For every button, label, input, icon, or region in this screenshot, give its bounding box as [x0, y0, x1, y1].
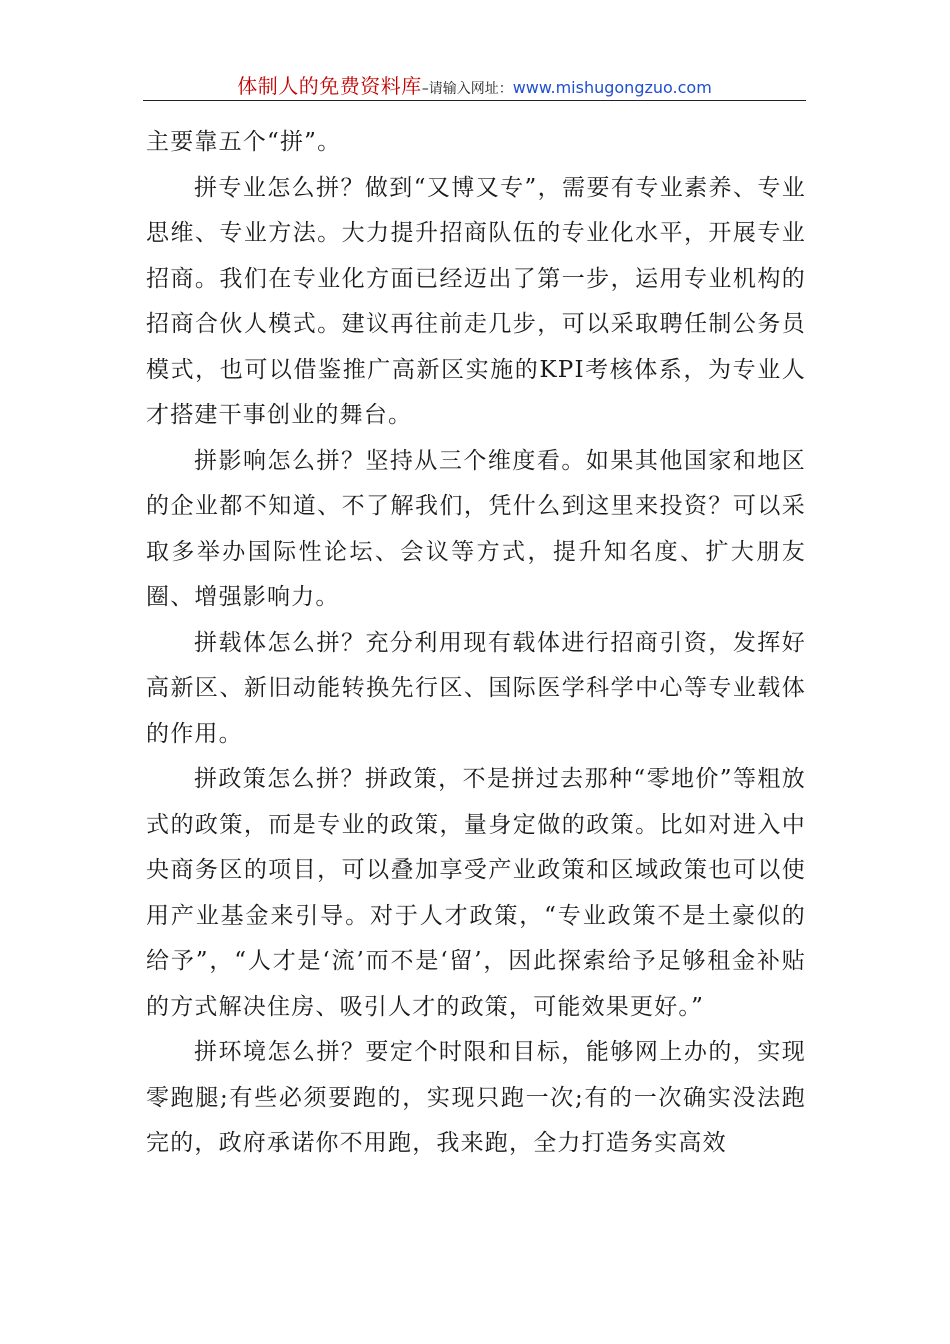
- paragraph-6: 拼环境怎么拼？要定个时限和目标，能够网上办的，实现零跑腿;有些必须要跑的，实现只跑一次;有的一次确实没法跑完的，政府承诺你不用跑，我来跑，全力打造务实高效: [146, 1039, 806, 1156]
- paragraph-3: 拼影响怎么拼？坚持从三个维度看。如果其他国家和地区的企业都不知道、不了解我们，凭什么到这里来投资？可以采取多举办国际性论坛、会议等方式，提升知名度、扩大朋友圈、增强影响力。: [146, 447, 806, 610]
- paragraph-5: 拼政策怎么拼？拼政策，不是拼过去那种“零地价”等粗放式的政策，而是专业的政策，量身定做的政策。比如对进入中央商务区的项目，可以叠加享受产业政策和区域政策也可以使用产业基金来引导。对于人才政策，“专业政策不是土豪似的给予”，“人才是‘流’而不是‘留’，因此探索给予足够租金补贴的方式解决住房、吸引人才的政策，可能效果更好。”: [146, 766, 806, 1020]
- header-brand: 体制人的免费资料库: [237, 74, 422, 98]
- paragraph-4: 拼载体怎么拼？充分利用现有载体进行招商引资，发挥好高新区、新旧动能转换先行区、国际医学科学中心等专业载体的作用。: [146, 629, 806, 747]
- header-separator: –请输入网址：: [421, 81, 513, 97]
- header-url-link[interactable]: www.mishugongzuo.com: [512, 78, 712, 97]
- page-header: [143, 70, 806, 101]
- paragraph-2: 拼专业怎么拼？做到“又博又专”，需要有专业素养、专业思维、专业方法。大力提升招商队伍的专业化水平，开展专业招商。我们在专业化方面已经迈出了第一步，运用专业机构的招商合伙人模式。建议再往前走几步，可以采取聘任制公务员模式，也可以借鉴推广高新区实施的KPI考核体系，为专业人才搭建干事创业的舞台。: [146, 174, 806, 428]
- document-body: [146, 120, 806, 1167]
- paragraph-1: 主要靠五个“拼”。: [146, 129, 342, 155]
